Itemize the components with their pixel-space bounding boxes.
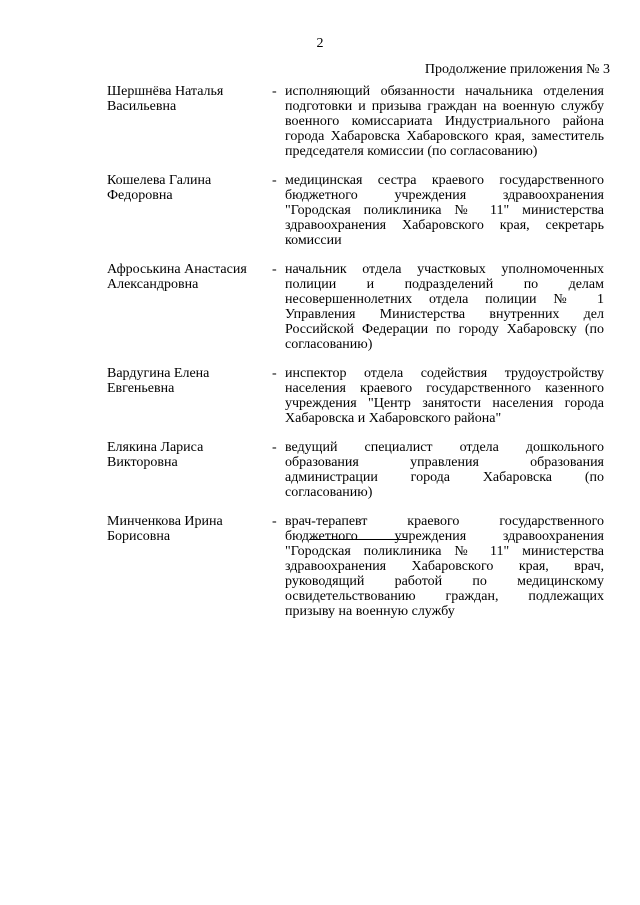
appendix-continuation-label: Продолжение приложения № 3 <box>424 62 610 77</box>
member-row <box>107 514 604 619</box>
member-name: Минченкова Ирина Борисовна <box>107 514 223 544</box>
member-row <box>107 173 604 248</box>
member-role: медицинская сестра краевого государственного бюджетного учреждения здравоохранения "Городская поликлиника № 11" министерства здравоохранения Хабаровского края, секретарь комиссии <box>285 173 604 248</box>
member-name: Кошелева Галина Федоровна <box>107 173 212 203</box>
member-role: врач-терапевт краевого государственного бюджетного учреждения здравоохранения "Городская поликлиника № 11" министерства здравоохранения Хабаровского края, врач, руководящий работой по медицинскому освидетельствованию граждан, подлежащих призыву на военную службу <box>285 514 604 619</box>
member-row <box>107 366 604 426</box>
commission-members-list <box>107 84 604 633</box>
member-role: исполняющий обязанности начальника отделения подготовки и призыва граждан на военную службу военного комиссариата Индустриального района города Хабаровска Хабаровского края, заместитель председателя комиссии (по согласованию) <box>285 84 604 159</box>
member-row <box>107 84 604 159</box>
member-dash: - <box>272 440 277 455</box>
member-dash: - <box>272 173 277 188</box>
page-number: 2 <box>316 36 324 51</box>
member-name: Шершнёва Наталья Васильевна <box>107 84 224 114</box>
end-separator-line <box>309 539 407 540</box>
member-row <box>107 440 604 500</box>
member-name: Елякина Лариса Викторовна <box>107 440 204 470</box>
member-dash: - <box>272 84 277 99</box>
member-name: Афроськина Анастасия Александровна <box>107 262 247 292</box>
member-dash: - <box>272 262 277 277</box>
member-dash: - <box>272 514 277 529</box>
member-row <box>107 262 604 352</box>
member-role: ведущий специалист отдела дошкольного образования управления образования администрации города Хабаровска (по согласованию) <box>285 440 604 500</box>
member-role: инспектор отдела содействия трудоустройству населения краевого государственного казенного учреждения "Центр занятости населения города Хабаровска и Хабаровского района" <box>285 366 604 426</box>
member-name: Вардугина Елена Евгеньевна <box>107 366 210 396</box>
member-role: начальник отдела участковых уполномоченных полиции и подразделений по делам несовершеннолетних отдела полиции № 1 Управления Министерства внутренних дел Российской Федерации по городу Хабаровску (по согласованию) <box>285 262 604 352</box>
member-dash: - <box>272 366 277 381</box>
